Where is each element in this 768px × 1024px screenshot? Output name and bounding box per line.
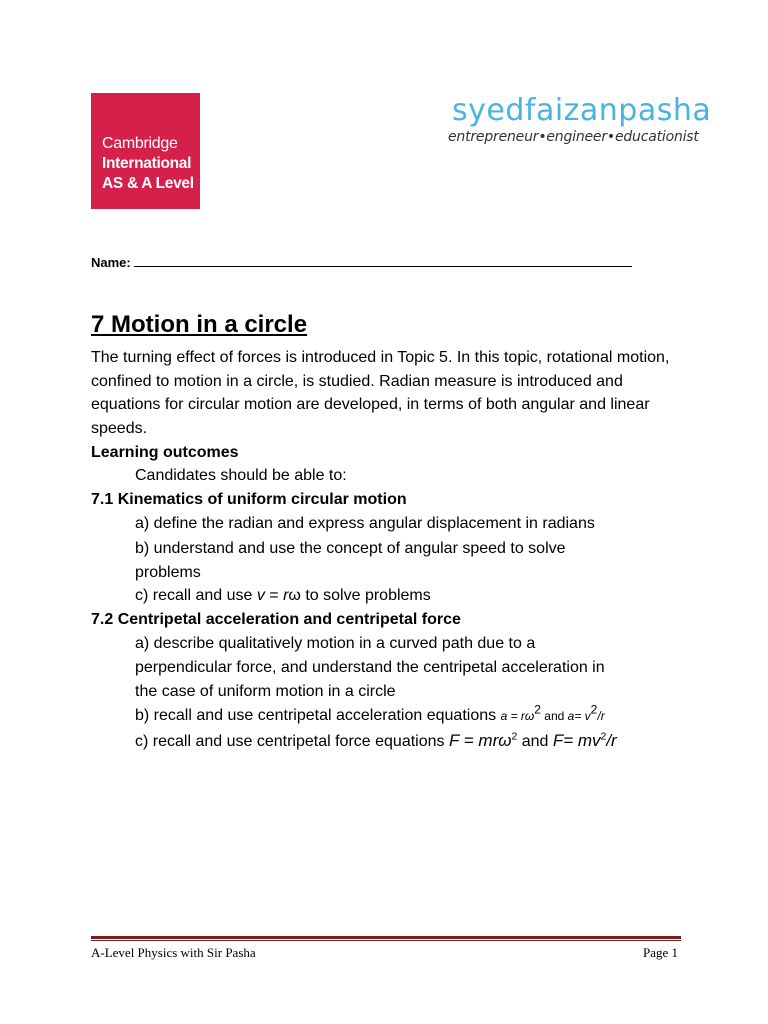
page-title: 7 Motion in a circle [91,311,308,338]
outcome-7-2-a-line1: a) describe qualitatively motion in a curved path due to a [135,635,536,652]
section-7-2-heading: 7.2 Centripetal acceleration and centripetal force [91,611,461,628]
force-eq-2-sup: 2 [600,731,607,743]
outcome-7-1-c-prefix: c) recall and use [135,587,257,604]
name-label: Name: [91,255,131,270]
eq-omega: ω [288,587,301,604]
outcome-7-2-b [135,702,605,726]
force-eq-1-sup: 2 [511,731,518,743]
name-field [91,254,632,270]
footer-title: A-Level Physics with Sir Pasha [91,945,256,960]
logo-line-3: AS & A Level [102,175,194,192]
brand-name: syedfaizanpasha [452,93,712,128]
outcome-7-2-a-line2: perpendicular force, and understand the centripetal acceleration in [135,659,605,676]
name-blank-line[interactable] [134,254,632,267]
accel-and: and [540,709,568,723]
candidates-line: Candidates should be able to: [135,467,347,484]
outcome-7-2-c-prefix: c) recall and use centripetal force equations [135,733,449,750]
outcome-7-1-c-suffix: to solve problems [300,587,431,604]
outcome-7-2-a-line3: the case of uniform motion in a circle [135,683,396,700]
footer-divider-thick [91,936,681,939]
brand-tagline: entrepreneur•engineer•educationist [448,129,699,145]
outcome-7-2-b-prefix: b) recall and use centripetal acceleration equations [135,707,501,724]
cambridge-logo [91,93,200,209]
outcome-7-2-c [135,731,617,752]
learning-outcomes-heading: Learning outcomes [91,444,239,461]
eq-equals: = [264,587,284,604]
outcome-7-1-b-line2: problems [135,564,201,581]
outcome-7-1-c [135,586,431,606]
brand-logo [448,93,712,153]
force-eq-2-tail: /r [606,731,617,750]
accel-eq-2-sup: 2 [590,702,598,717]
outcome-7-1-a: a) define the radian and express angular displacement in radians [135,515,595,532]
intro-paragraph: The turning effect of forces is introduced in Topic 5. In this topic, rotational motion, confined to motion in a circle, is studied. Radian measure is introduced and equations for circular motion are developed, in terms of both angular and linear speeds. [91,349,670,437]
force-eq-1: F = mrω [448,731,512,750]
accel-eq-2: a= v [567,709,591,723]
eq-r: r [283,587,289,604]
page-number: Page 1 [642,945,678,960]
eq-v: v [256,587,265,604]
force-and: and [517,733,553,750]
footer-divider-thin [91,940,681,941]
accel-eq-1-sup: 2 [534,702,541,717]
logo-line-2: International [102,155,192,172]
accel-eq-2-tail: /r [597,709,605,723]
accel-eq-1: a = rω [500,709,535,723]
section-7-1-heading: 7.1 Kinematics of uniform circular motion [91,491,407,508]
force-eq-2: F= mv [552,731,601,750]
outcome-7-1-b-line1: b) understand and use the concept of angular speed to solve [135,540,566,557]
logo-line-1: Cambridge [102,135,178,152]
